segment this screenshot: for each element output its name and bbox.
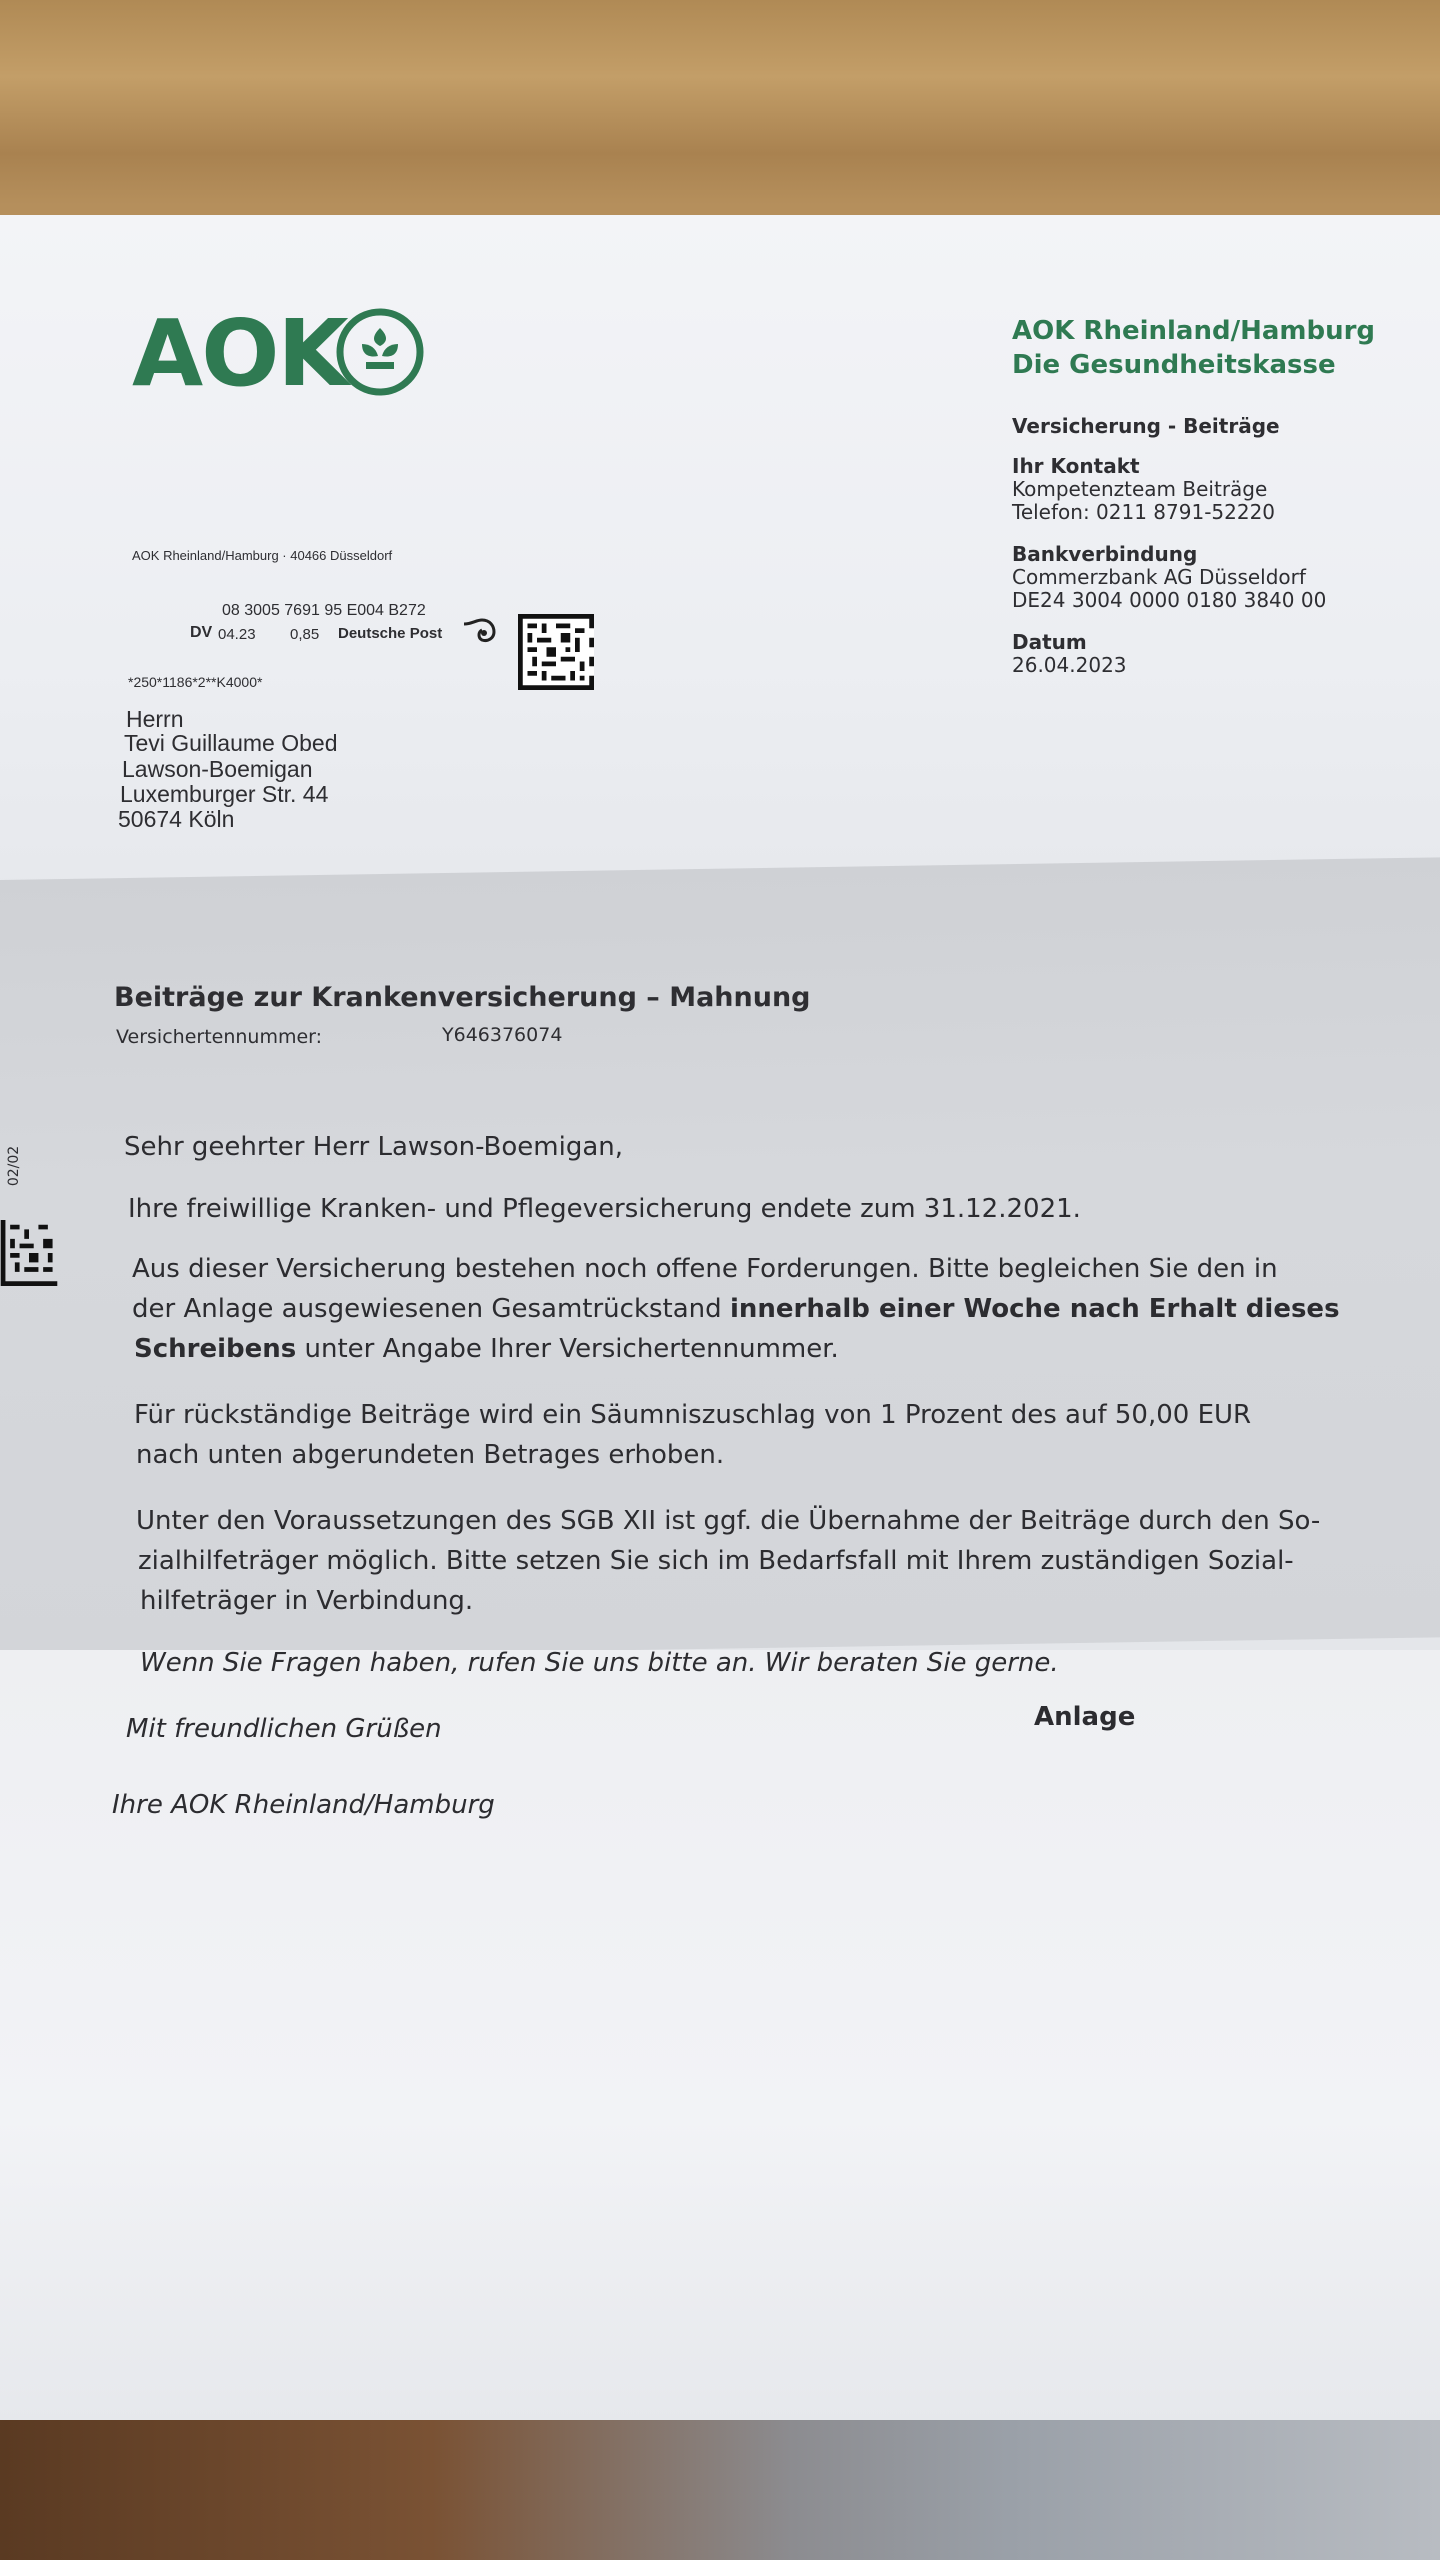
date-label: Datum [1012, 630, 1087, 654]
paragraph-5: Wenn Sie Fragen haben, rufen Sie uns bitte an. Wir beraten Sie gerne. [140, 1648, 1059, 1678]
paragraph-2-line2 [132, 1290, 1340, 1328]
closing: Mit freundlichen Grüßen [126, 1714, 442, 1744]
letter-subject: Beiträge zur Krankenversicherung – Mahnung [114, 982, 811, 1013]
paragraph-1: Ihre freiwillige Kranken- und Pflegeversicherung endete zum 31.12.2021. [128, 1194, 1081, 1224]
paragraph-4-line3: hilfeträger in Verbindung. [140, 1586, 474, 1616]
paragraph-3-line1: Für rückständige Beiträge wird ein Säumniszuschlag von 1 Prozent des auf 50,00 EUR [134, 1400, 1252, 1430]
iban: DE24 3004 0000 0180 3840 00 [1012, 588, 1327, 612]
side-barcode-icon [0, 1220, 58, 1286]
contact-label: Ihr Kontakt [1012, 454, 1140, 478]
recipient-name-line1: Tevi Guillaume Obed [124, 730, 338, 756]
org-tagline: Die Gesundheitskasse [1012, 350, 1336, 380]
postage-carrier: Deutsche Post [338, 625, 443, 642]
insured-number-label: Versichertennummer: [116, 1026, 323, 1048]
paragraph-4-line2: zialhilfeträger möglich. Bitte setzen Sie sich im Bedarfsfall mit Ihrem zuständigen Sozial- [138, 1546, 1294, 1576]
signature: Ihre AOK Rheinland/Hamburg [112, 1790, 495, 1820]
department: Versicherung - Beiträge [1012, 414, 1280, 438]
paragraph-3-line2: nach unten abgerundeten Betrages erhoben. [136, 1440, 725, 1470]
paragraph-2-line3-bold: Schreibens [134, 1334, 297, 1364]
bank-label: Bankverbindung [1012, 542, 1198, 566]
page-count-code: 02/02 [6, 1145, 23, 1187]
table-surface [0, 2420, 1440, 2560]
paragraph-2-line1: Aus dieser Versicherung bestehen noch offene Forderungen. Bitte begleichen Sie den in [132, 1254, 1278, 1284]
org-name: AOK Rheinland/Hamburg [1012, 316, 1376, 346]
postage-reference: *250*1186*2**K4000* [128, 674, 263, 690]
paragraph-2-line3 [134, 1330, 839, 1368]
recipient-name-line2: Lawson-Boemigan [122, 756, 313, 782]
datamatrix-code-icon [516, 614, 596, 690]
contact-team: Kompetenzteam Beiträge [1012, 477, 1268, 501]
aok-tree-logo-icon [336, 308, 424, 396]
insured-number: Y646376074 [442, 1024, 563, 1046]
bank-name: Commerzbank AG Düsseldorf [1012, 565, 1306, 589]
paragraph-2-line3-text: unter Angabe Ihrer Versichertennummer. [296, 1334, 839, 1364]
postage-code: 08 3005 7691 95 E004 B272 [222, 602, 426, 619]
return-address: AOK Rheinland/Hamburg · 40466 Düsseldorf [132, 548, 393, 563]
letter-lower-section [0, 1650, 1440, 2430]
attachment-note: Anlage [1034, 1702, 1136, 1732]
postage-dv-date: 04.23 [218, 626, 256, 643]
recipient-salutation: Herrn [126, 706, 184, 732]
phone-number: Telefon: 0211 8791-52220 [1012, 500, 1276, 524]
recipient-street: Luxemburger Str. 44 [120, 781, 329, 807]
letter-date: 26.04.2023 [1012, 653, 1127, 677]
paragraph-4-line1: Unter den Voraussetzungen des SGB XII ist ggf. die Übernahme der Beiträge durch den So- [136, 1506, 1321, 1536]
greeting: Sehr geehrter Herr Lawson-Boemigan, [124, 1132, 624, 1162]
postage-dv: DV [190, 624, 213, 641]
aok-logo-text: AOK [132, 300, 347, 407]
recipient-city: 50674 Köln [118, 806, 235, 832]
postage-price: 0,85 [290, 626, 320, 643]
paragraph-2-line2-bold: innerhalb einer Woche nach Erhalt dieses [729, 1294, 1340, 1324]
paragraph-2-line2-text: der Anlage ausgewiesenen Gesamtrückstand [132, 1294, 730, 1324]
post-horn-icon [462, 618, 496, 644]
